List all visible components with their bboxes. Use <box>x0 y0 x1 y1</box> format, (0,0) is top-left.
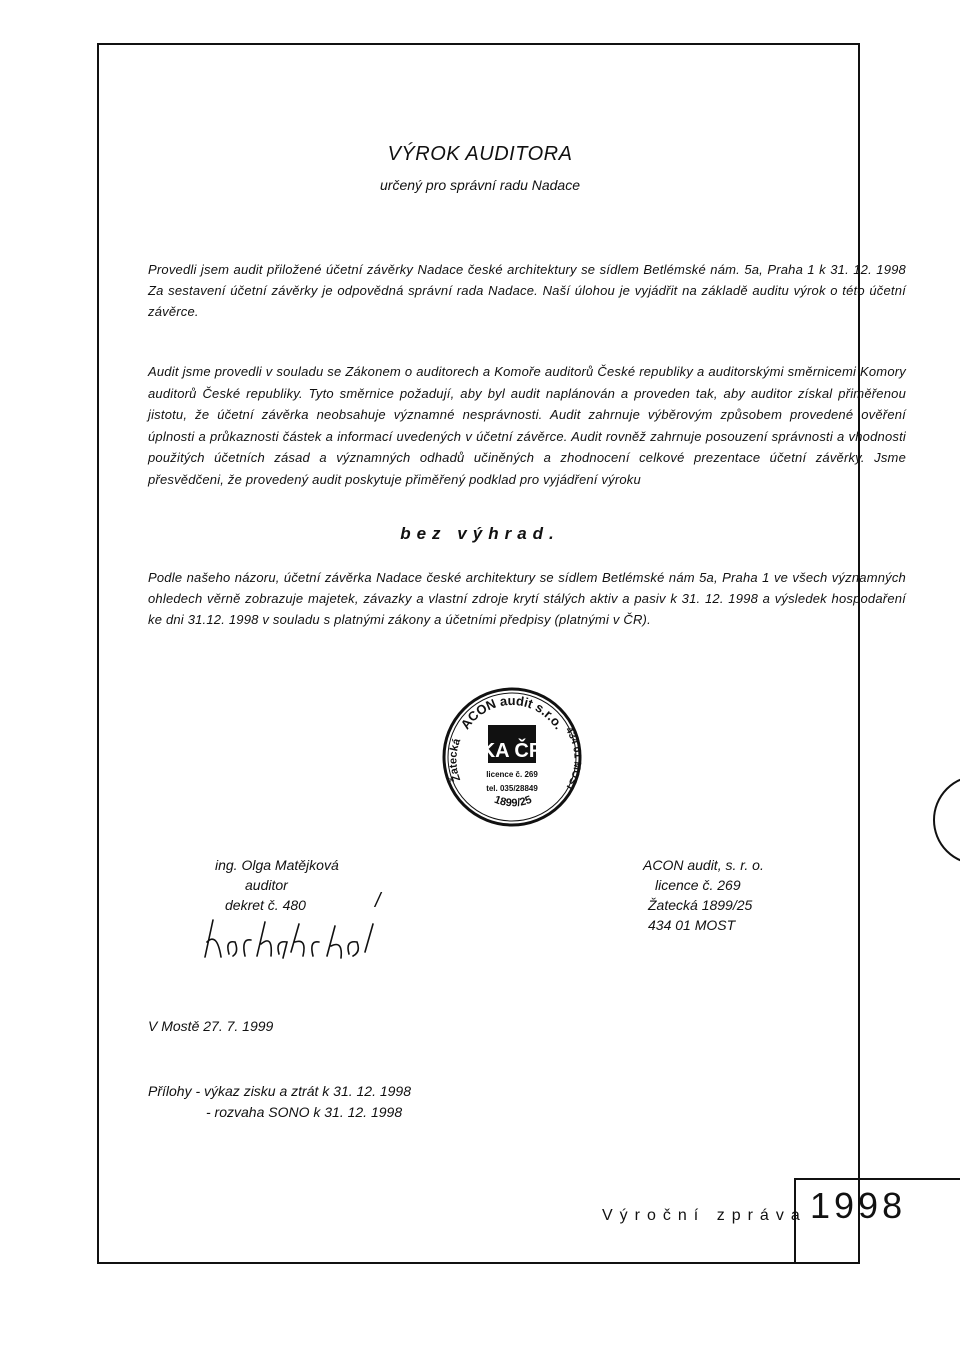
footer-box-top-rule <box>794 1178 960 1180</box>
page-subtitle: určený pro správní radu Nadace <box>380 177 580 193</box>
svg-text:1899/25 <box>493 794 534 810</box>
signature-slash-mark: / <box>375 890 381 912</box>
paragraph-opinion: Podle našeho názoru, účetní závěrka Nadace české architektury se sídlem Betlémské nám 5a, Praha 1 ve všech významných ohledech věrně zobrazuje majetek, závazky a vlastní zdroje krytí stálých aktiv a pasiv k 31. 12. 1998 a výsledek hospodaření ke dni 31.12. 1998 v souladu s platnými zákony a účetními předpisy (platnými v ČR). <box>148 570 906 627</box>
stamp-licence: licence č. 269 <box>486 770 538 779</box>
page-title: VÝROK AUDITORA <box>387 143 573 165</box>
footer-annual-report-label: Výroční zpráva <box>602 1207 807 1224</box>
attachments-list <box>148 1081 411 1123</box>
company-city: 434 01 MOST <box>648 917 736 933</box>
signatory-role: auditor <box>245 877 288 893</box>
company-name: ACON audit, s. r. o. <box>643 857 764 873</box>
paragraph-scope: Provedli jsem audit přiložené účetní závěrky Nadace české architektury se sídlem Betlémské nám. 5a, Praha 1 k 31. 12. 1998 Za sestavení účetní závěrky je odpovědná správní rada Nadace. Naší úlohou je vyjádřit na základě auditu výrok o této účetní závěrce. <box>148 262 906 319</box>
company-block <box>643 855 764 935</box>
svg-text:434 01 MOST <box>563 725 583 792</box>
auditor-stamp-seal <box>440 685 585 830</box>
paragraph-basis: Audit jsme provedli v souladu se Zákonem o auditorech a Komoře auditorů České republiky a auditorskými směrnicemi Komory auditorů České republiky. Tyto směrnice požadují, aby byl audit naplánován a proveden tak, aby auditor získal přiměřenou jistotu, že účetní závěrka neobsahuje významné nesprávnosti. Audit zahrnuje výběrovým způsobem provedené ověření úplnosti a průkaznosti částek a informací uvedených v účetní závěrce. Audit rovněž zahrnuje posouzení správnosti a vhodnosti použitých účetních zásad a významných odhadů učiněných a zhodnocení celkové prezentace účetní závěrky. Jsme přesvědčeni, že provedený audit poskytuje přiměřený podklad pro vyjádření výroku <box>148 364 906 487</box>
stamp-phone: tel. 035/28849 <box>486 784 538 793</box>
signatory-decree: dekret č. 480 <box>225 897 306 913</box>
audit-verdict: bez výhrad. <box>400 524 560 543</box>
attachment-item: - rozvaha SONO k 31. 12. 1998 <box>206 1104 403 1120</box>
attachment-item: Přílohy - výkaz zisku a ztrát k 31. 12. 1998 <box>148 1083 412 1099</box>
frame-bottom-rule <box>97 1262 794 1264</box>
footer-year: 1998 <box>810 1185 907 1226</box>
company-street: Žatecká 1899/25 <box>648 897 753 913</box>
frame-bottom-rule-right <box>794 1262 860 1264</box>
company-licence: licence č. 269 <box>655 877 741 893</box>
signatory-name: ing. Olga Matějková <box>215 857 339 873</box>
stamp-ring-right: 434 01 MOST <box>562 725 583 793</box>
stamp-ring-left: Žatecká <box>447 736 464 783</box>
stamp-center-logo: KA ČR <box>480 740 544 762</box>
signatory-block <box>215 855 339 915</box>
decorative-circle <box>928 770 960 870</box>
handwritten-signature <box>195 912 385 967</box>
place-and-date: V Mostě 27. 7. 1999 <box>148 1018 274 1034</box>
stamp-ring-top: ACON audit s.r.o. <box>457 692 567 732</box>
stamp-ring-bottom: 1899/25 <box>492 793 534 810</box>
